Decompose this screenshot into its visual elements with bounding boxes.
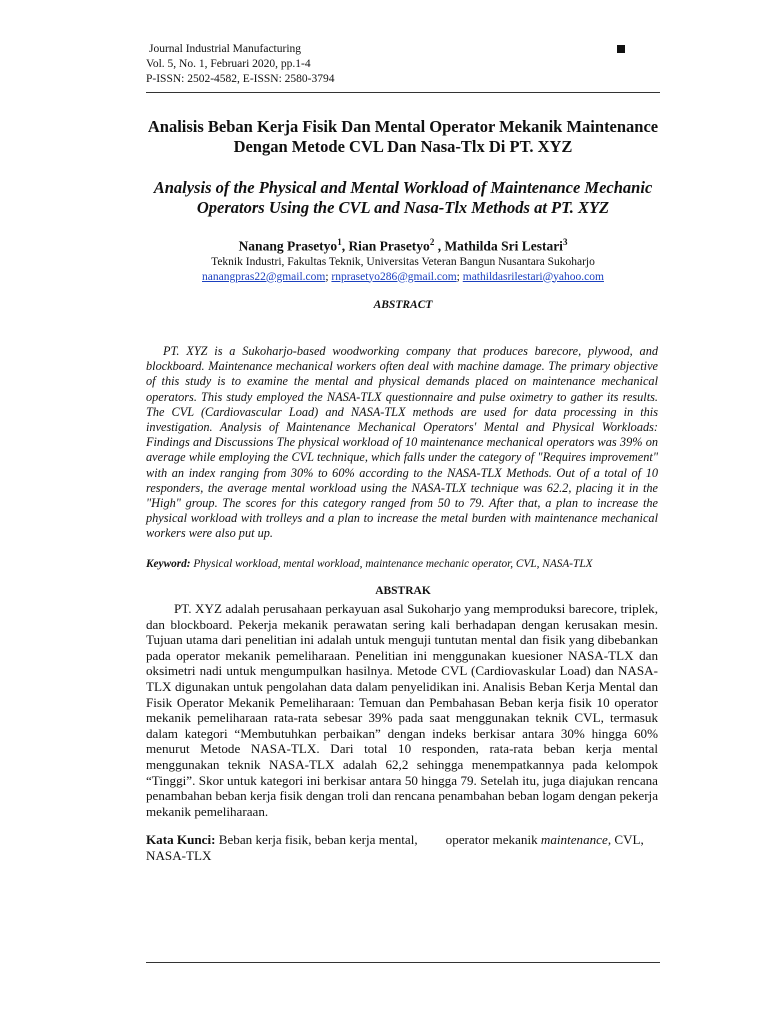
abstract-body: PT. XYZ is a Sukoharjo-based woodworking company that produces barecore, plywood, and blockboard. Maintenance mechanical workers often deal with machine damage. The primary objective of this study is to examine the mental and physical demands placed on maintenance mechanical operators. This study employed the NASA-TLX questionnaire and pulse oximetry to gather its results. The CVL (Cardiovascular Load) and NASA-TLX methods are used for data processing in this investigation. Analysis of Maintenance Mechanical Operators' Mental and Physical Workloads: Findings and Discussions The physical workload of 10 maintenance mechanical operators was 39% on average while employing the CVL technique, which falls under the category of "Requires improvement" with an index ranging from 30% to 60% according to the NASA-TLX Methods. Out of a total of 10 responders, the average mental workload using the NASA-TLX technique was 62.2, placing it in the "High" group. The scores for this category ranged from 50 to 79. After that, a plan to increase the physical workload with trolleys and a plan to increase the metal burden with maintenance mechanical workers were also put up. (146, 344, 658, 541)
author-2: Rian Prasetyo (348, 238, 430, 254)
kata-kunci-label: Kata Kunci: (146, 832, 216, 847)
kata-kunci-part2: operator mekanik (445, 832, 541, 847)
author-3-affil: 3 (562, 237, 568, 247)
author-separator: , (341, 238, 349, 254)
email-link-1[interactable]: nanangpras22@gmail.com (202, 270, 326, 283)
author-separator: , (434, 238, 445, 254)
title-english: Analysis of the Physical and Mental Workload of Maintenance Mechanic Operators Using the CVL and Nasa-Tlx Methods at PT. XYZ (153, 178, 653, 217)
journal-volume: Vol. 5, No. 1, Februari 2020, pp.1-4 (146, 58, 311, 70)
abstrak-body: PT. XYZ adalah perusahaan perkayuan asal Sukoharjo yang memproduksi barecore, triplek, dan blockboard. Pekerja mekanik perawatan sering kali berhadapan dengan kerusakan mesin. Tujuan utama dari penelitian ini adalah untuk menguji tuntutan mental dan fisik yang dibebankan pada operator mekanik pemeliharaan. Penelitian ini menggunakan kuesioner NASA-TLX dan oksimetri nadi untuk mengumpulkan hasilnya. Metode CVL (Cardiovaskular Load) dan NASA-TLX digunakan untuk pengolahan data dalam penyelidikan ini. Analisis Beban Kerja Mental dan Fisik Operator Mekanik Pemeliharaan: Temuan dan Pembahasan Beban kerja fisik 10 operator mekanik pemeliharaan rata-rata sebesar 39% pada saat menggunakan teknik CVL, termasuk dalam kategori “Membutuhkan perbaikan” dengan indeks berkisar antara 30% hingga 60% menurut Metode NASA-TLX. Dari total 10 responden, rata-rata beban kerja mental menggunakan teknik NASA-TLX adalah 62,2 sehingga menempatkannya pada kelompok “Tinggi”. Skor untuk kategori ini berkisar antara 50 hingga 79. Setelah itu, juga diajukan rencana penambahan beban kerja fisik dengan troli dan rencana penambahan beban logam dengan pekerja mekanik pemeliharaan. (146, 601, 658, 819)
square-marker-icon (617, 45, 625, 53)
email-link-2[interactable]: rnprasetyo286@gmail.com (331, 270, 457, 283)
kata-kunci-part3: maintenance (540, 832, 608, 847)
journal-name: Journal Industrial Manufacturing (149, 43, 302, 55)
keyword-label: Keyword: (146, 558, 191, 570)
abstrak-heading: ABSTRAK (375, 585, 431, 597)
journal-issn: P-ISSN: 2502-4582, E-ISSN: 2580-3794 (146, 73, 335, 85)
keyword-text: Physical workload, mental workload, maintenance mechanic operator, CVL, NASA-TLX (190, 558, 593, 570)
email-separator: ; (456, 270, 463, 283)
kata-kunci-part1: Beban kerja fisik, beban kerja mental, (215, 832, 418, 847)
footer-divider (146, 962, 660, 963)
title-indonesian: Analisis Beban Kerja Fisik Dan Mental Operator Mekanik Maintenance Dengan Metode CVL Dan Nasa-Tlx Di PT. XYZ (147, 117, 659, 156)
email-list (146, 270, 660, 284)
email-link-3[interactable]: mathildasrilestari@yahoo.com (462, 270, 604, 283)
author-list (146, 234, 660, 255)
abstract-heading: ABSTRACT (373, 298, 433, 311)
author-3: Mathilda Sri Lestari (444, 238, 563, 254)
header-divider (146, 92, 660, 93)
title-block (146, 117, 660, 313)
keywords-english (146, 557, 666, 571)
author-1: Nanang Prasetyo (238, 238, 338, 254)
affiliation: Teknik Industri, Fakultas Teknik, Universitas Veteran Bangun Nusantara Sukoharjo (211, 255, 595, 268)
author-1-affil: 1 (337, 237, 342, 247)
keywords-indonesian (146, 832, 660, 864)
email-separator: ; (325, 270, 332, 283)
author-2-affil: 2 (429, 237, 435, 247)
journal-header (146, 42, 334, 87)
kata-kunci-part4: , CVL, NASA-TLX (146, 832, 644, 863)
